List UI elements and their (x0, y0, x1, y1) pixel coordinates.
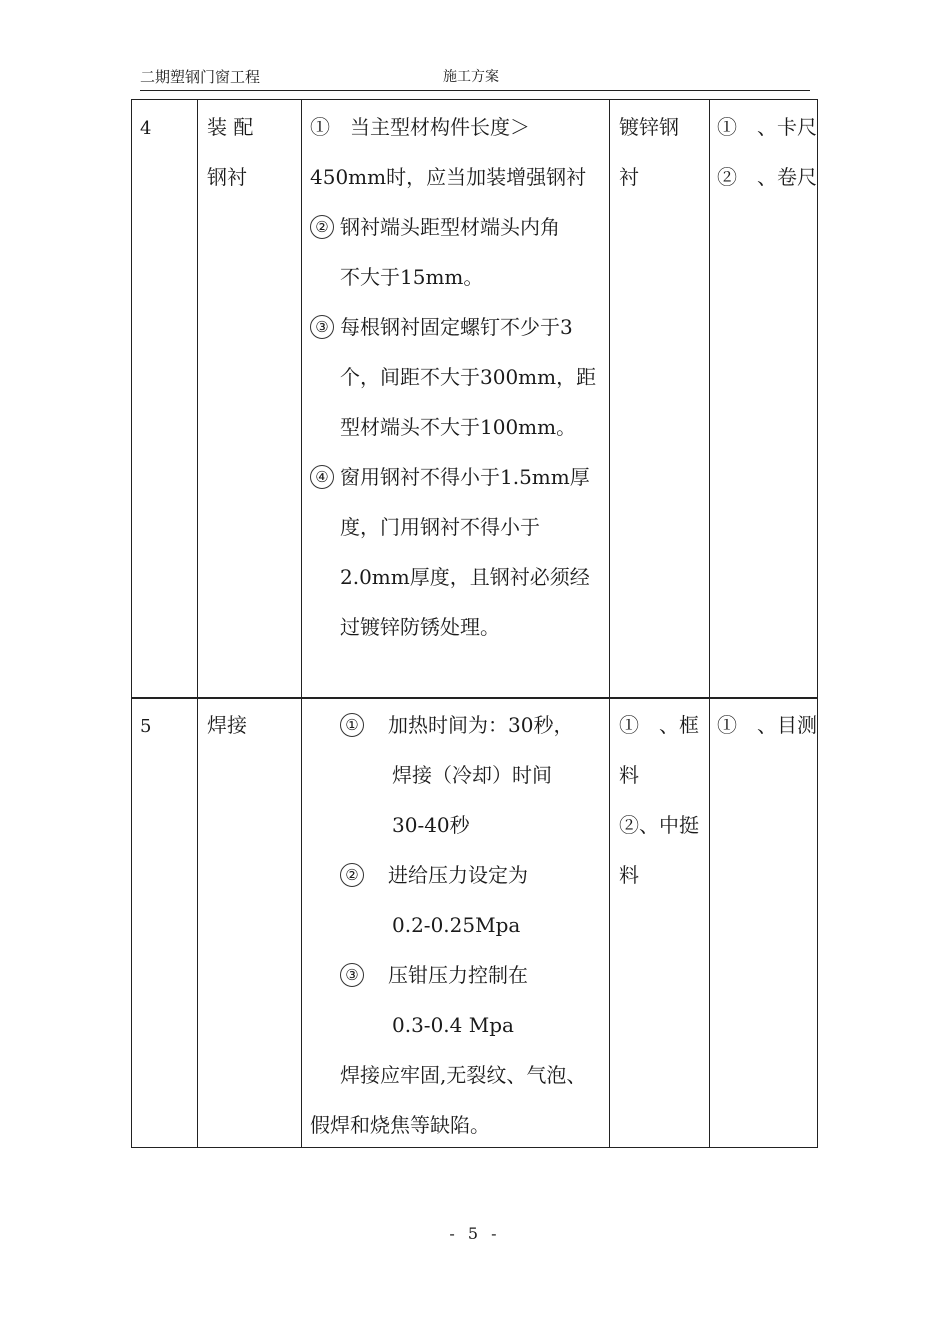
column-divider (609, 698, 610, 1147)
column-divider (197, 100, 198, 698)
document-type: 施工方案 (443, 69, 499, 85)
material-line: 料 (619, 863, 639, 887)
column-divider (609, 100, 610, 698)
requirement-line: 焊接应牢固,无裂纹、气泡、 (340, 1063, 587, 1087)
item-line: 装 配 (207, 115, 254, 139)
requirement-line: 假焊和烧焦等缺陷。 (310, 1113, 490, 1137)
requirement-line: 0.2-0.25Mpa (392, 913, 521, 937)
circled-number-2: ② (310, 215, 334, 239)
item-line: 焊接 (207, 713, 247, 737)
tool-line: ① 、目测 (717, 713, 817, 737)
requirement-line: 30-40秒 (392, 813, 470, 837)
table-row (131, 697, 818, 1148)
item-cell (207, 102, 287, 202)
requirement-line: 型材端头不大于100mm。 (340, 415, 577, 439)
material-line: 镀锌钢 (619, 115, 679, 139)
tool-line: ① 、卡尺 (717, 115, 817, 139)
circled-number-3: ③ (340, 963, 364, 987)
material-cell (619, 700, 705, 900)
requirement-line: 450mm时，应当加装增强钢衬 (310, 165, 587, 189)
requirement-cell (310, 102, 606, 652)
tool-cell (717, 700, 817, 750)
item-cell (207, 700, 287, 750)
table-row (131, 99, 818, 699)
column-divider (197, 698, 198, 1147)
requirement-line: ③ 每根钢衬固定螺钉不少于3 (310, 302, 606, 352)
project-title: 二期塑钢门窗工程 (140, 68, 261, 86)
tool-line: ② 、卷尺 (717, 165, 817, 189)
requirement-cell (310, 700, 606, 1150)
item-line: 钢衬 (207, 165, 247, 189)
requirement-line: 焊接（冷却）时间 (392, 763, 552, 787)
material-line: 料 (619, 763, 639, 787)
column-divider (709, 100, 710, 698)
column-divider (301, 698, 302, 1147)
page-number: - 5 - (449, 1224, 501, 1243)
requirement-line: ① 加热时间为：30秒， (310, 700, 606, 750)
column-divider (301, 100, 302, 698)
requirement-line: 2.0mm厚度，且钢衬必须经 (340, 565, 590, 589)
requirement-line: 不大于15mm。 (340, 265, 484, 289)
row-number: 4 (140, 118, 152, 139)
row-number: 5 (140, 716, 152, 737)
material-line: ① 、框 (619, 713, 699, 737)
material-line: ②、中挺 (619, 813, 699, 837)
requirement-line: ① 当主型材构件长度＞ (310, 115, 530, 139)
tool-cell (717, 102, 817, 202)
requirement-line: ② 钢衬端头距型材端头内角 (310, 202, 606, 252)
requirement-line: ④ 窗用钢衬不得小于1.5mm厚 (310, 452, 606, 502)
requirement-line: 度，门用钢衬不得小于 (340, 515, 540, 539)
page-header (140, 66, 810, 91)
circled-number-1: ① (340, 713, 364, 737)
circled-number-2: ② (340, 863, 364, 887)
circled-number-4: ④ (310, 465, 334, 489)
requirement-line: ② 进给压力设定为 (310, 850, 606, 900)
material-cell (619, 102, 705, 202)
requirement-line: 过镀锌防锈处理。 (340, 615, 500, 639)
requirement-line: 个，间距不大于300mm，距 (340, 365, 597, 389)
column-divider (709, 698, 710, 1147)
circled-number-3: ③ (310, 315, 334, 339)
material-line: 衬 (619, 165, 639, 189)
requirement-line: ③ 压钳压力控制在 (310, 950, 606, 1000)
requirement-line: 0.3-0.4 Mpa (392, 1013, 514, 1037)
